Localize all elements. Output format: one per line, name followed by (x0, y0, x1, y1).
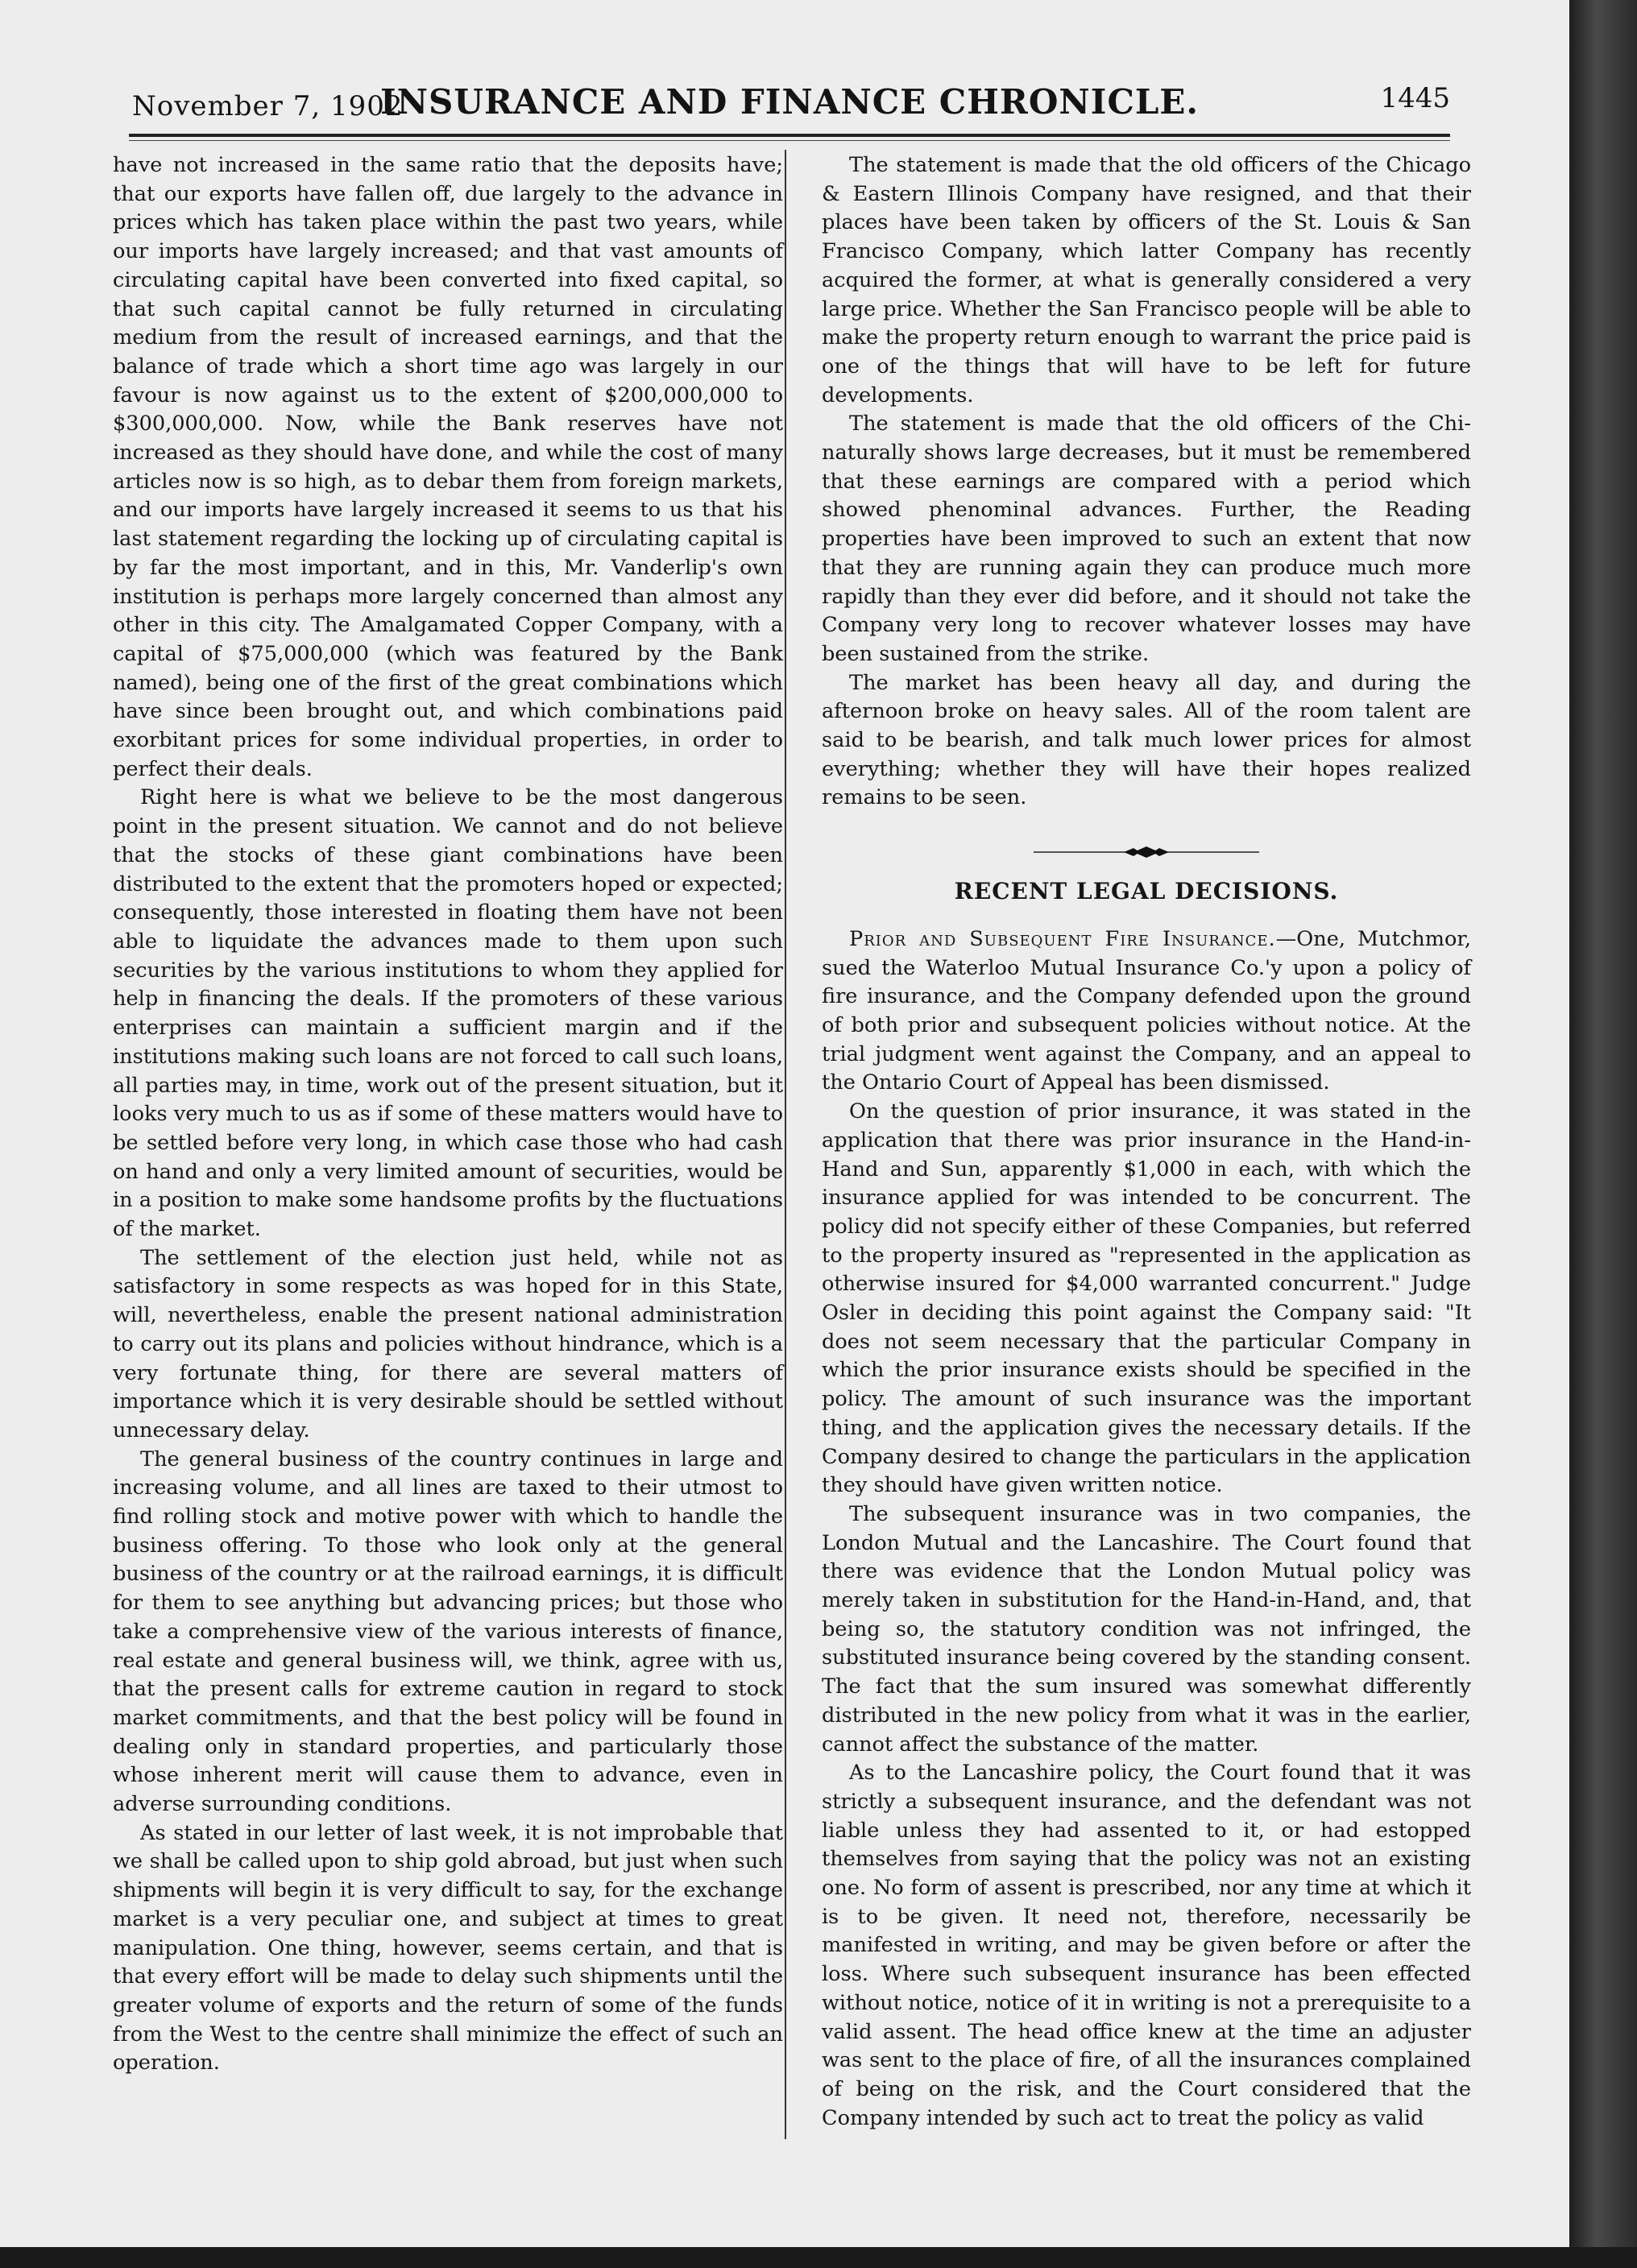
right-column (822, 151, 1471, 2133)
column-divider (785, 150, 786, 2139)
section-heading: RECENT LEGAL DECISIONS. (954, 878, 1339, 905)
article-paragraph: Right here is what we believe to be the most dangerous point in the present situation. We cannot and do not believe that the stocks of these giant combinations have been distributed to the extent that the promoters hoped or expected; consequently, those interested in floating them have not been able to liquidate the advances made to them upon such securities by the various institutions to whom they applied for help in financing the deals. If the promoters of these various enterprises can maintain a sufficient margin and if the institutions making such loans are not forced to call such loans, all parties may, in time, work out of the present situation, but it looks very much to us as if some of these matters would have to be settled before very long, in which case those who had cash on hand and only a very limited amount of securities, would be in a position to make some handsome profits by the fluctuations of the market. (113, 785, 783, 1242)
article-paragraph: The general business of the country continues in large and increasing volume, and all lines are taxed to their utmost to find rolling stock and motive power with which to handle the business offering. To those who look only at the general business of the country or at the railroad earnings, it is difficult for them to see anything but advancing prices; but those who take a comprehensive view of the various interests of finance, real estate and general business will, we think, agree with us, that the present calls for extreme caution in regard to stock market commitments, and that the best policy will be found in dealing only in standard properties, and particularly those whose inherent merit will cause them to advance, even in adverse surrounding conditions. (113, 1446, 783, 1817)
article-paragraph (822, 925, 1471, 1098)
page-bottom-edge (0, 2247, 1637, 2268)
article-paragraph: The settlement of the election just held, while not as satisfactory in some respects as was hoped for in this State, will, nevertheless, enable the present national administration to carry out its plans and policies without hindrance, which is a very fortunate thing, for there are several matters of importance which it is very desirable should be settled without unnecessary delay. (113, 1245, 783, 1442)
page-edge-shadow (1569, 0, 1637, 2268)
page-header (129, 79, 1450, 127)
article-paragraph: The statement is made that the old officers of the Chicago & Eastern Illinois Company have resigned, and that their places have been taken by officers of the St. Louis & San Francisco Company, which latter Company has recently acquired the former, at what is generally considered a very large price. Whether the San Francisco people will be able to make the property return enough to warrant the price paid is one of the things that will have to be left for future developments. (822, 153, 1471, 408)
page-number: 1445 (1380, 82, 1450, 114)
article-paragraph: The statement is made that the old officers of the Chi- naturally shows large decreases, but it must be remembered that these earnings are compared with a period which showed phenominal advances. Further, the Reading properties have been improved to such an extent that now that they are running again they can produce much more rapidly than they ever did before, and it should not take the Company very long to recover whatever losses may have been sustained from the strike. (822, 412, 1471, 666)
publication-title: INSURANCE AND FINANCE CHRONICLE. (379, 82, 1200, 122)
article-paragraph: The market has been heavy all day, and during the afternoon broke on heavy sales. All of the room talent are said to be bearish, and talk much lower prices for almost everything; whether they will have their hopes realized remains to be seen. (822, 670, 1471, 810)
lead-paragraph-text: —One, Mutchmor, sued the Waterloo Mutual Insurance Co.'y upon a policy of fire insurance, and the Company defended upon the ground of both prior and subsequent policies without notice. At the trial judgment went against the Company, and an appeal to the Ontario Court of Appeal has been dismissed. (822, 926, 1471, 1095)
article-paragraph: As to the Lancashire policy, the Court found that it was strictly a subsequent insurance, and the defendant was not liable unless they had assented to it, or had estopped themselves from saying that the policy was not an existing one. No form of assent is prescribed, nor any time at which it is to be given. It need not, therefore, necessarily be manifested in writing, and may be given before or after the loss. Where such subsequent insurance has been effected without notice, notice of it in writing is not a prerequisite to a valid assent. The head office knew at the time an adjuster was sent to the place of fire, of all the insurances complained of being on the risk, and the Court considered that the Company intended by such act to treat the policy as valid (822, 1761, 1471, 2130)
left-column (113, 151, 783, 2078)
article-paragraph: have not increased in the same ratio that the deposits have; that our exports have fallen off, due largely to the advance in prices which has taken place within the past two years, while our imports have largely increased; and that vast amounts of circulating capital have been converted into fixed capital, so that such capital cannot be fully returned in circulating medium from the result of increased earnings, and that the balance of trade which a short time ago was largely in our favour is now against us to the extent of $200,000,000 to $300,000,000. Now, while the Bank reserves have not increased as they should have done, and while the cost of many articles now is so high, as to debar them from foreign markets, and our imports have largely increased it seems to us that his last statement regarding the locking up of circulating capital is by far the most important, and in this, Mr. Vanderlip's own institution is perhaps more largely concerned than almost any other in this city. The Amalgamated Copper Company, with a capital of $75,000,000 (which was featured by the Bank named), being one of the first of the great combinations which have since been brought out, and which combinations paid exorbitant prices for some individual properties, in order to perfect their deals. (113, 153, 783, 781)
header-rule-thin (129, 140, 1450, 141)
running-head-date: November 7, 1902 (132, 90, 404, 122)
article-paragraph: On the question of prior insurance, it was stated in the application that there was prior insurance in the Hand-in-Hand and Sun, apparently $1,000 in each, with which the insurance applied for was intended to be concurrent. The policy did not specify either of these Companies, but referred to the property insured as "represented in the application as otherwise insured for $4,000 warranted concurrent." Judge Osler in deciding this point against the Company said: "It does not seem necessary that the particular Company in which the prior insurance exists should be specified in the policy. The amount of such insurance was the important thing, and the application gives the necessary details. If the Company desired to change the particulars in the application they should have given written notice. (822, 1099, 1471, 1498)
article-paragraph: The subsequent insurance was in two companies, the London Mutual and the Lancashire. The Court found that there was evidence that the London Mutual policy was merely taken in substitution for the Hand-in-Hand, and, that being so, the statutory condition was not infringed, the substituted insurance being covered by the standing consent. The fact that the sum insured was somewhat differently distributed in the new policy from what it was in the earlier, cannot affect the substance of the matter. (822, 1501, 1471, 1757)
header-rule-thick (129, 134, 1450, 137)
lead-in: Prior and Subsequent Fire Insurance. (849, 926, 1276, 951)
article-paragraph: As stated in our letter of last week, it is not improbable that we shall be called upon to ship gold abroad, but just when such shipments will begin it is very difficult to say, for the exchange market is a very peculiar one, and subject at times to great manipulation. One thing, however, seems certain, and that is that every effort will be made to delay such shipments until the greater volume of exports and the return of some of the funds from the West to the centre shall minimize the effect of such an operation. (113, 1820, 783, 2076)
section-ornament-icon (1034, 845, 1259, 859)
